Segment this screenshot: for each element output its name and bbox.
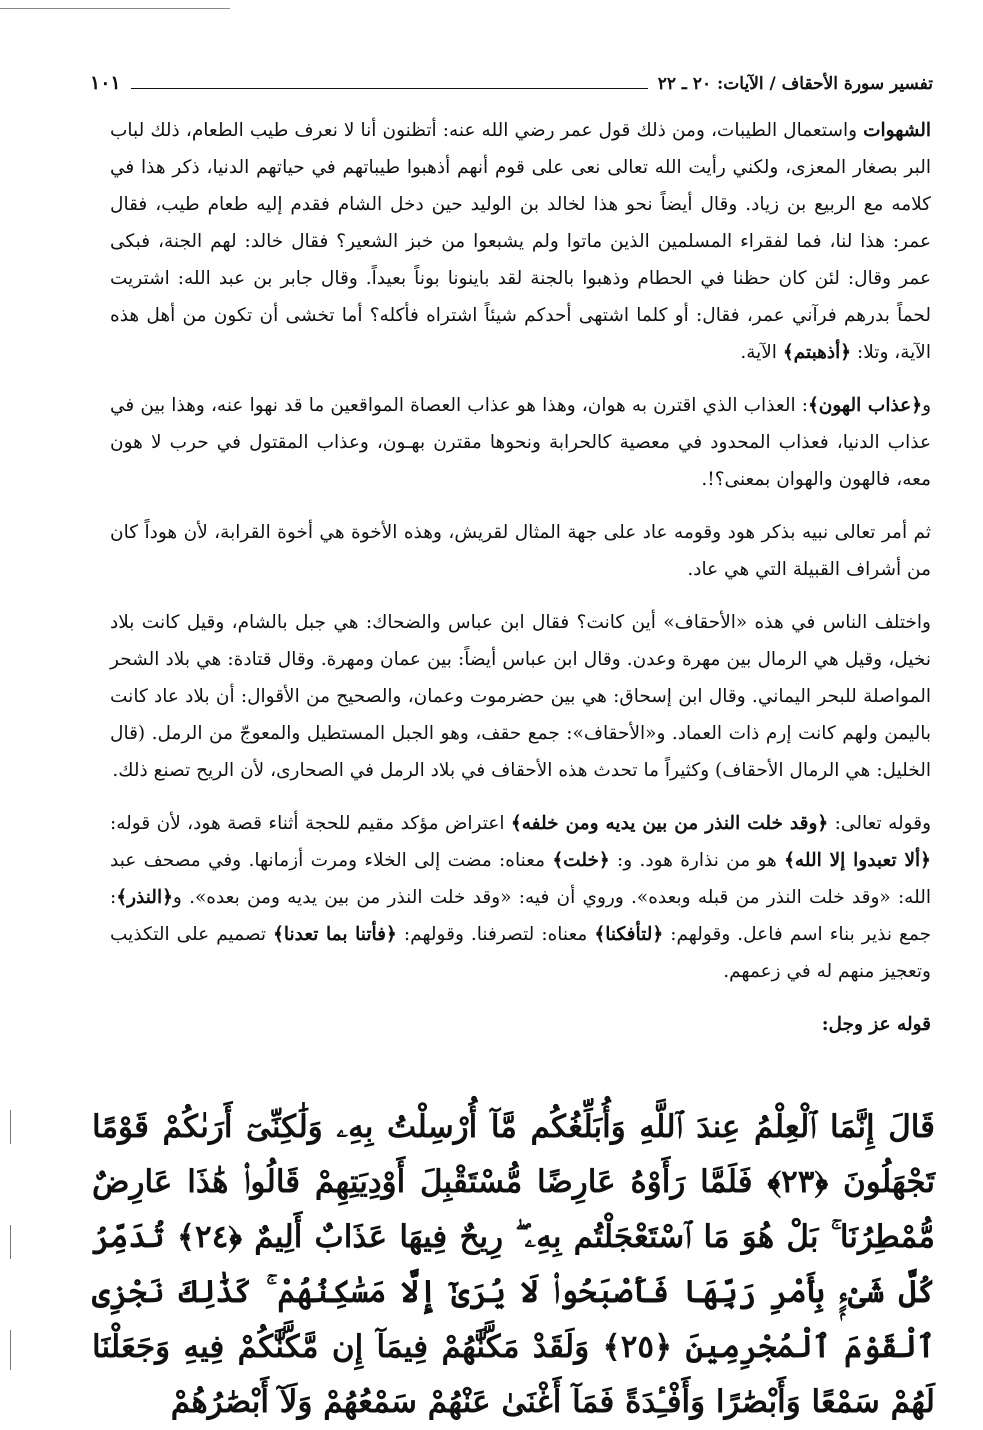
quoted-term: الشهوات: [863, 120, 931, 141]
paragraph: [110, 514, 931, 588]
paragraph-text: واختلف الناس في هذه «الأحقاف» أين كانت؟ فقال ابن عباس والضحاك: هي جبل بالشام، وقيل كانت بلاد نخيل، وقيل هي الرمال بين مهرة وعدن. وقال ابن عباس أيضاً: بين عمان ومهرة. وقال قتادة: هي بلاد الشحر المواصلة للبحر اليماني. وقال ابن إسحاق: هي بين حضرموت وعمان، والصحيح من الأقوال: أن بلاد عاد كانت باليمن ولهم كانت إرم ذات العماد. و«الأحقاف»: جمع حقف، وهو الجبل المستطيل والمعوجّ من الرمل. (قال الخليل: هي الرمال الأحقاف) وكثيراً ما تحدث هذه الأحقاف في بلاد الرمل في الصحارى، لأن الريح تصنع ذلك.: [110, 612, 931, 781]
header-title: تفسير سورة الأحقاف / الآيات: ٢٠ ـ ٢٢: [657, 74, 933, 94]
quoted-term: ﴿وقد خلت النذر من بين يديه ومن خلفه﴾: [510, 813, 829, 834]
paragraph: [110, 604, 931, 789]
paragraphs: [110, 112, 931, 990]
paragraph: [110, 112, 931, 371]
page-number: ١٠١: [90, 72, 121, 94]
verse-intro: قوله عز وجل:: [821, 1014, 931, 1035]
paragraph-text: اعتراض مؤكد مقيم للحجة أثناء قصة هود، لأن قوله:: [110, 813, 511, 834]
paragraph-text: هو من نذارة هود. و:: [609, 850, 785, 871]
quran-verses: قَالَ إِنَّمَا ٱلْعِلْمُ عِندَ ٱللَّهِ وَأُبَلِّغُكُم مَّآ أُرْسِلْتُ بِهِۦ وَلَٰكِنِّىٓ أَرَىٰكُمْ قَوْمًا تَجْهَلُونَ ﴿٢٣﴾ فَلَمَّا رَأَوْهُ عَارِضًا مُّسْتَقْبِلَ أَوْدِيَتِهِمْ قَالُوا۟ هَٰذَا عَارِضٌ مُّمْطِرُنَا ۚ بَلْ هُوَ مَا ٱسْتَعْجَلْتُم بِهِۦ ۖ رِيحٌ فِيهَا عَذَابٌ أَلِيمٌ ﴿٢٤﴾ تُدَمِّرُ كُلَّ شَىْءٍۭ بِأَمْرِ رَبِّهَا فَأَصْبَحُوا۟ لَا يُرَىٰٓ إِلَّا مَسَٰكِنُهُمْ ۚ كَذَٰلِكَ نَجْزِى ٱلْقَوْمَ ٱلْمُجْرِمِينَ ﴿٢٥﴾ وَلَقَدْ مَكَّنَّٰهُمْ فِيمَآ إِن مَّكَّنَّٰكُمْ فِيهِ وَجَعَلْنَا لَهُمْ سَمْعًا وَأَبْصَٰرًا وَأَفْـِٔدَةً فَمَآ أَغْنَىٰ عَنْهُمْ سَمْعُهُمْ وَلَآ أَبْصَٰرُهُمْ: [92, 1109, 935, 1420]
quoted-term: ﴿فأتنا بما تعدنا﴾: [273, 924, 397, 945]
quoted-term: ﴿ألا تعبدوا إلا الله﴾: [784, 850, 931, 871]
paragraph-text: واستعمال الطيبات، ومن ذلك قول عمر رضي الله عنه: أتظنون أنا لا نعرف طيب الطعام، ذلك لباب البر بصغار المعزى، ولكني رأيت الله تعالى نعى على قوم أنهم أذهبوا طيباتهم في حياتهم الدنيا، ذكر هذا في كلامه مع الربيع بن زياد. وقال أيضاً نحو هذا لخالد بن الوليد حين دخل الشام فقدم إليه طعام طيب، فقال عمر: هذا لنا، فما لفقراء المسلمين الذين ماتوا ولم يشبعوا من خبز الشعير؟ فقال خالد: لهم الجنة، فبكى عمر وقال: لئن كان حظنا في الحطام وذهبوا بالجنة لقد باينونا بوناً بعيداً. وقال جابر بن عبد الله: اشتريت لحماً بدرهم فرآني عمر، فقال: أو كلما اشتهى أحدكم شيئاً اشتراه فأكله؟ أما تخشى أن تكون من أهل هذه الآية، وتلا:: [110, 120, 931, 363]
running-header: [90, 58, 933, 94]
quoted-term: ﴿أذهبتم﴾: [782, 342, 852, 363]
paragraph-text: و: [922, 395, 931, 416]
header-rule: [131, 88, 648, 89]
top-scan-line: [0, 8, 230, 9]
paragraph-text: : جمع نذير بناء اسم فاعل. وقولهم:: [110, 887, 932, 945]
quoted-term: ﴿عذاب الهون﴾: [807, 395, 923, 416]
paragraph-text: معناه: لتصرفنا. وقولهم:: [396, 924, 595, 945]
paragraph-text: وقوله تعالى:: [828, 813, 931, 834]
margin-mark: [10, 1330, 11, 1370]
paragraph-text: : العذاب الذي اقترن به هوان، وهذا هو عذاب العصاة المواقعين ما قد نهوا عنه، وهذا بين في عذاب الدنيا، فعذاب المحدود في معصية كالحرابة ونحوها مقترن بهـون، وعذاب المقتول في حرب لا هون معه، فالهون والهوان بمعنى؟!.: [110, 395, 931, 490]
quoted-term: ﴿خلت﴾: [552, 850, 610, 871]
quoted-term: ﴿النذر﴾: [116, 887, 173, 908]
paragraph: [110, 805, 931, 990]
quoted-term: ﴿لتأفكنا﴾: [594, 924, 664, 945]
margin-mark: [10, 1110, 11, 1144]
commentary-body: [110, 112, 931, 1055]
margin-mark: [10, 1225, 11, 1259]
paragraph-text: الآية.: [740, 342, 783, 363]
paragraph: [110, 387, 931, 498]
paragraph-text: ثم أمر تعالى نبيه بذكر هود وقومه عاد على جهة المثال لقريش، وهذه الأخوة هي أخوة القرابة، لأن هوداً كان من أشراف القبيلة التي هي عاد.: [110, 522, 931, 580]
paragraph-text: تصميم على التكذيب وتعجيز منهم له في زعمهم.: [110, 924, 931, 982]
paragraph-text: معناه: مضت إلى الخلاء ومرت أزمانها. وفي مصحف عبد الله: «وقد خلت النذر من قبله وبعده». وروي أن فيه: «وقد خلت النذر من بين يديه ومن بعده». و: [110, 850, 931, 908]
